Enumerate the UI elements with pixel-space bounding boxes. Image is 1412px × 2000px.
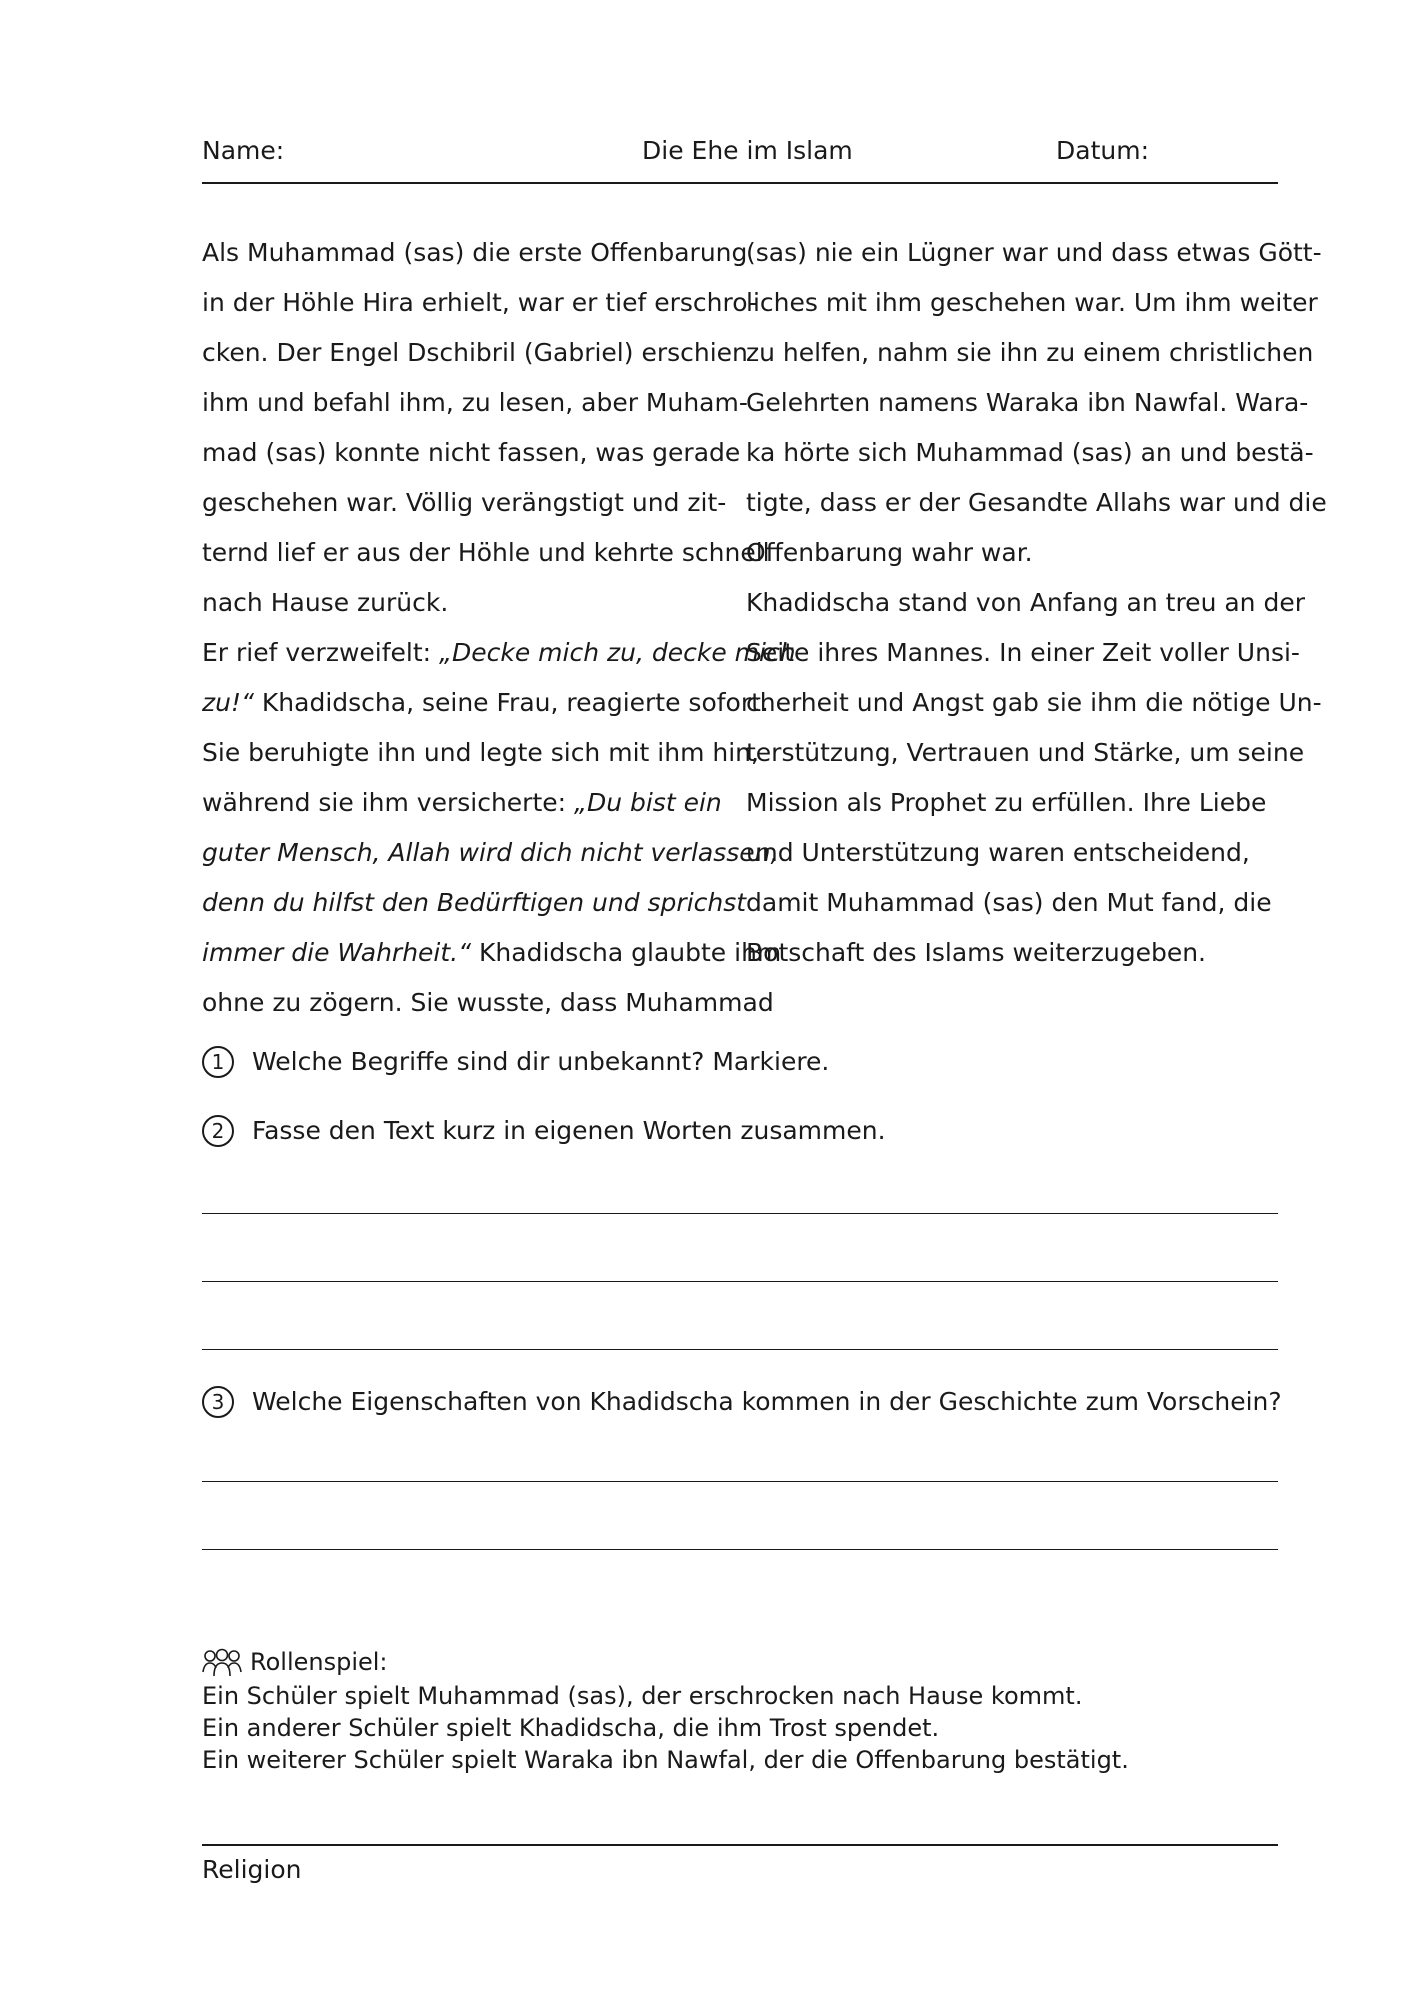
text-line: [202, 778, 737, 828]
roleplay-line: Ein anderer Schüler spielt Khadidscha, die ihm Trost spendet.: [202, 1714, 940, 1742]
text-line: zu helfen, nahm sie ihn zu einem christlichen: [746, 338, 1314, 367]
text-line: ihm und befahl ihm, zu lesen, aber Muham-: [202, 388, 748, 417]
text-line: [202, 928, 782, 978]
task-text: Welche Begriffe sind dir unbekannt? Markiere.: [252, 1047, 830, 1076]
text-line: liches mit ihm geschehen war. Um ihm weiter: [746, 288, 1318, 317]
answer-line: [202, 1549, 1278, 1550]
text-segment: Er rief verzweifelt:: [202, 638, 440, 667]
roleplay-section: [202, 1644, 1278, 1776]
name-label: Name:: [202, 136, 285, 165]
text-line: nach Hause zurück.: [202, 588, 449, 617]
text-line: Als Muhammad (sas) die erste Offenbarung: [202, 238, 748, 267]
text-line: ohne zu zögern. Sie wusste, dass Muhammad: [202, 988, 774, 1017]
text-segment: während sie ihm versicherte:: [202, 788, 574, 817]
text-line: Mission als Prophet zu erfüllen. Ihre Liebe: [746, 788, 1267, 817]
text-line: tigte, dass er der Gesandte Allahs war und die: [746, 488, 1327, 517]
answer-line: [202, 1213, 1278, 1214]
text-line: Sie beruhigte ihn und legte sich mit ihm hin,: [202, 738, 759, 767]
answer-line: [202, 1281, 1278, 1282]
task-text: Fasse den Text kurz in eigenen Worten zusammen.: [252, 1116, 886, 1145]
text-line: terstützung, Vertrauen und Stärke, um seine: [746, 738, 1305, 767]
footer-subject: Religion: [202, 1855, 302, 1884]
text-line: [202, 828, 779, 878]
text-line: mad (sas) konnte nicht fassen, was gerade: [202, 438, 741, 467]
task-number-badge: 3: [202, 1386, 234, 1418]
text-line: (sas) nie ein Lügner war und dass etwas Gött-: [746, 238, 1322, 267]
text-segment: Khadidscha, seine Frau, reagierte sofort.: [253, 688, 769, 717]
text-line: in der Höhle Hira erhielt, war er tief erschro-: [202, 288, 758, 317]
roleplay-line: Ein weiterer Schüler spielt Waraka ibn Nawfal, der die Offenbarung bestätigt.: [202, 1746, 1129, 1774]
text-line: und Unterstützung waren entscheidend,: [746, 838, 1250, 867]
answer-line: [202, 1349, 1278, 1350]
text-line: [202, 628, 796, 678]
text-line: ka hörte sich Muhammad (sas) an und bestä-: [746, 438, 1314, 467]
quote-text: guter Mensch, Allah wird dich nicht verlassen,: [202, 838, 779, 867]
text-line: Gelehrten namens Waraka ibn Nawfal. Wara-: [746, 388, 1309, 417]
date-label: Datum:: [1056, 136, 1149, 165]
text-line: ternd lief er aus der Höhle und kehrte schnell: [202, 538, 770, 567]
quote-text: denn du hilfst den Bedürftigen und sprichst: [202, 888, 747, 917]
quote-text: zu!“: [202, 688, 254, 717]
text-line: Khadidscha stand von Anfang an treu an der: [746, 588, 1305, 617]
footer-divider: [202, 1844, 1278, 1846]
answer-line: [202, 1481, 1278, 1482]
text-line: [202, 878, 747, 928]
text-line: cherheit und Angst gab sie ihm die nötige Un-: [746, 688, 1322, 717]
text-line: Botschaft des Islams weiterzugeben.: [746, 938, 1206, 967]
worksheet-header: [202, 130, 1278, 184]
text-line: damit Muhammad (sas) den Mut fand, die: [746, 888, 1272, 917]
text-line: [202, 678, 769, 728]
roleplay-label: Rollenspiel:: [250, 1648, 388, 1676]
task-number-badge: 1: [202, 1046, 234, 1078]
text-column-left: [202, 228, 796, 1028]
group-icon: [202, 1646, 242, 1684]
page-title: Die Ehe im Islam: [642, 136, 853, 165]
text-line: geschehen war. Völlig verängstigt und zit-: [202, 488, 727, 517]
text-column-right: [746, 228, 1327, 978]
text-segment: Khadidscha glaubte ihm: [471, 938, 782, 967]
text-line: Offenbarung wahr war.: [746, 538, 1033, 567]
task-number-badge: 2: [202, 1115, 234, 1147]
quote-text: „Du bist ein: [574, 788, 722, 817]
task-text: Welche Eigenschaften von Khadidscha kommen in der Geschichte zum Vorschein?: [252, 1387, 1282, 1416]
text-line: Seite ihres Mannes. In einer Zeit voller Unsi-: [746, 638, 1300, 667]
text-line: cken. Der Engel Dschibril (Gabriel) erschien: [202, 338, 748, 367]
quote-text: „Decke mich zu, decke mich: [439, 638, 796, 667]
roleplay-heading: [202, 1644, 1278, 1680]
roleplay-line: Ein Schüler spielt Muhammad (sas), der erschrocken nach Hause kommt.: [202, 1682, 1083, 1710]
quote-text: immer die Wahrheit.“: [202, 938, 472, 967]
